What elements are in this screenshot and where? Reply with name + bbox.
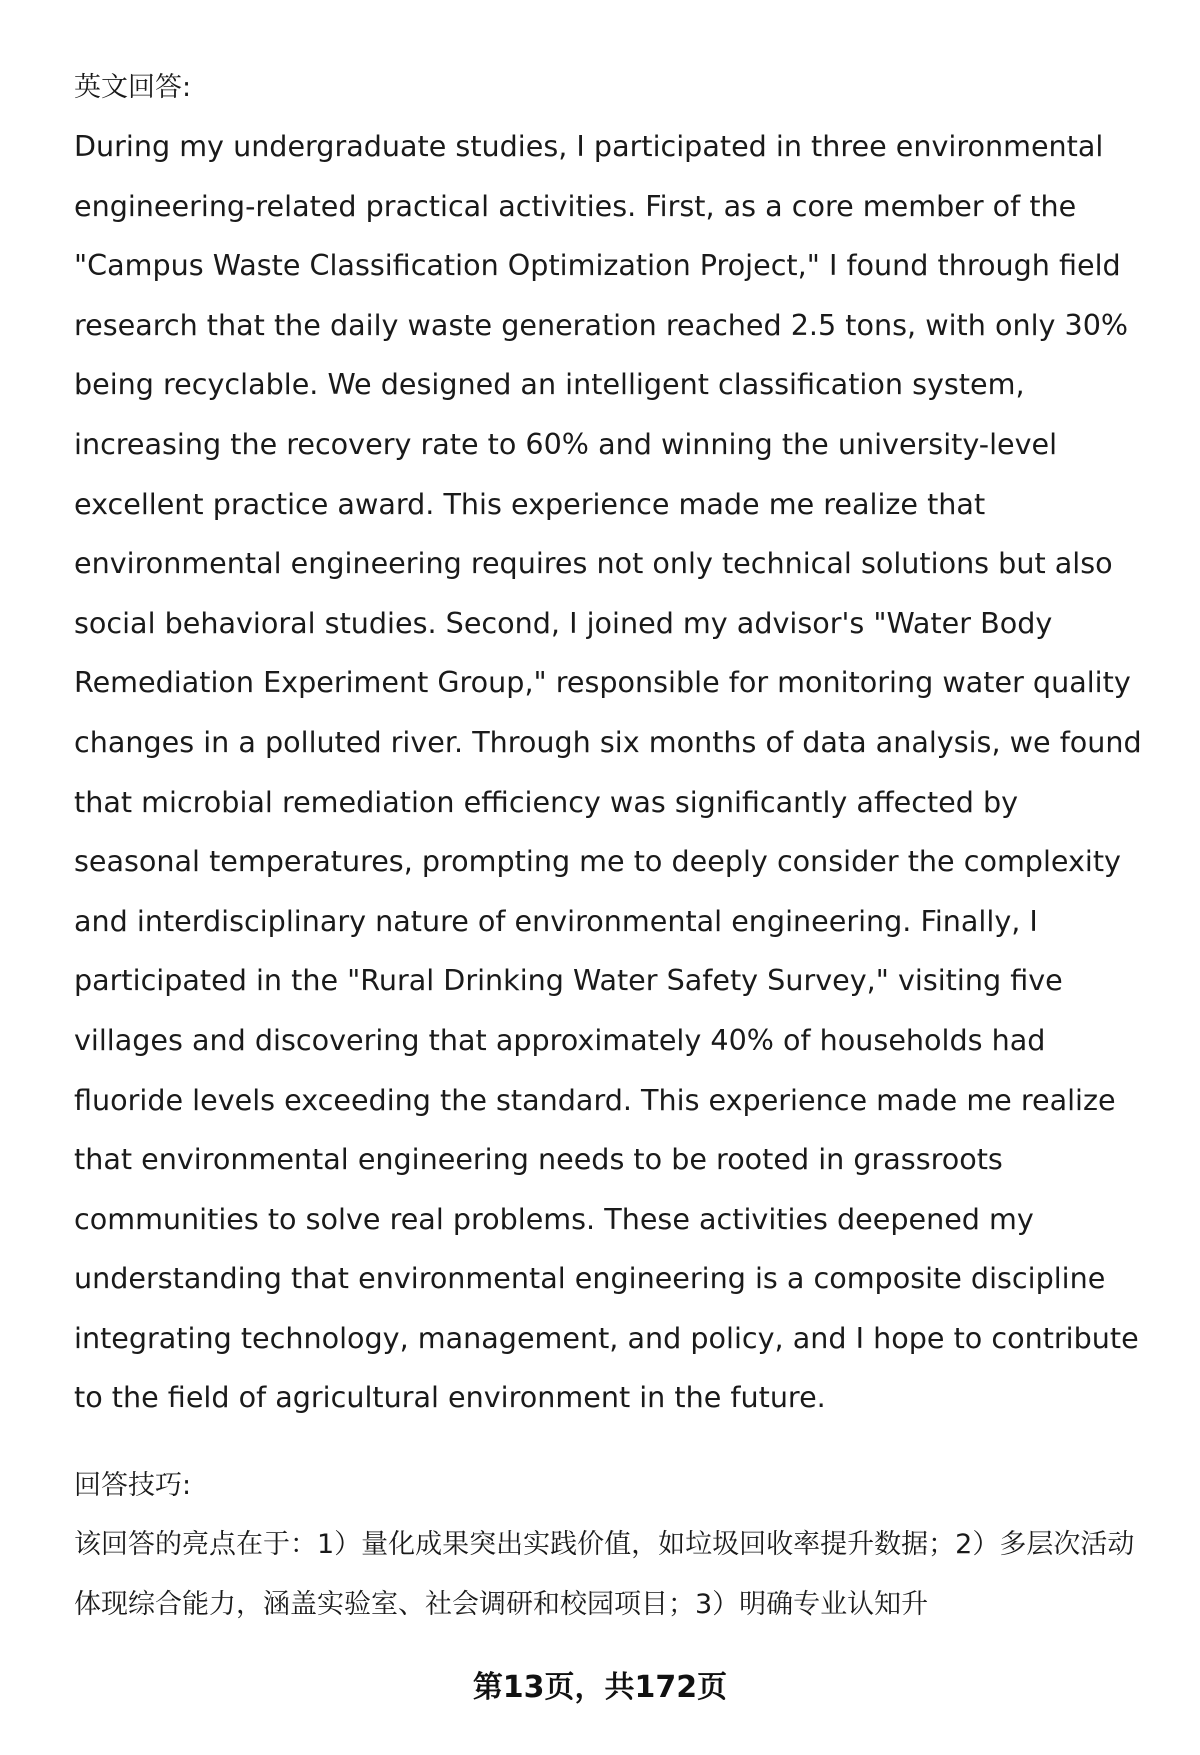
answer-label: 英文回答: [74, 72, 192, 103]
tips-paragraph: 该回答的亮点在于：1）量化成果突出实践价值，如垃圾回收率提升数据；2）多层次活动体现综合能力，涵盖实验室、社会调研和校园项目；3）明确专业认知升 [74, 1529, 1135, 1621]
page-footer: 第13页，共172页 [472, 1670, 728, 1705]
document-body [74, 58, 1150, 1635]
tips-label: 回答技巧: [74, 1470, 192, 1502]
answer-paragraph: During my undergraduate studies, I participated in three environmental engineering-related practical activities. First, as a core member of the "Campus Waste Classification Optimization Project," I found through field research that the daily waste generation reached 2.5 tons, with only 30% being recyclable. We designed an intelligent classification system, increasing the recovery rate to 60% and winning the university-level excellent practice award. This experience made me realize that environmental engineering requires not only technical solutions but also social behavioral studies. Second, I joined my advisor's "Water Body Remediation Experiment Group," responsible for monitoring water quality changes in a polluted river. Through six months of data analysis, we found that microbial remediation efficiency was significantly affected by seasonal temperatures, prompting me to deeply consider the complexity and interdisciplinary nature of environmental engineering. Finally, I participated in the "Rural Drinking Water Safety Survey," visiting five villages and discovering that approximately 40% of households had fluoride levels exceeding the standard. This experience made me realize that environmental engineering needs to be rooted in grassroots communities to solve real problems. These activities deepened my understanding that environmental engineering is a composite discipline integrating technology, management, and policy, and I hope to contribute to the field of agricultural environment in the future. [74, 129, 1142, 1415]
section-gap [74, 1428, 1150, 1456]
